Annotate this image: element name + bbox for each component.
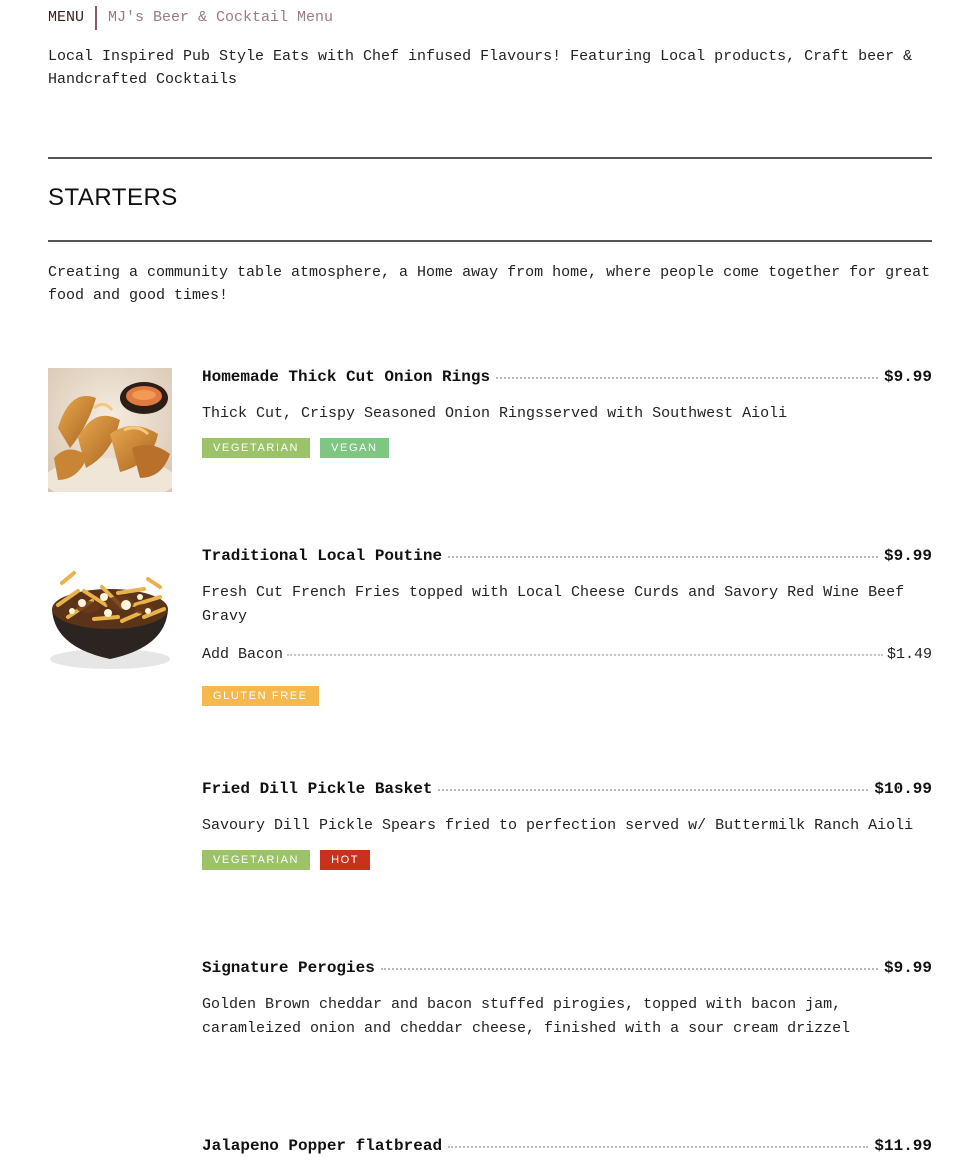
breadcrumb-menu-link[interactable]: MENU [48,9,85,26]
menu-item-description: Golden Brown cheddar and bacon stuffed pirogies, topped with bacon jam, caramleized onion and cheddar cheese, finished with a sour cream drizzel [202,996,851,1037]
menu-item-title-row [202,1137,932,1161]
tag-vegetarian: VEGETARIAN [202,850,310,870]
dotted-leader [287,654,883,656]
menu-item-title-row [202,547,932,571]
dotted-leader [448,556,878,558]
menu-item-price: $9.99 [883,959,932,977]
addon-price: $1.49 [886,646,932,663]
menu-item-price: $11.99 [874,1137,932,1155]
menu-item-price: $10.99 [874,780,932,798]
menu-item-description: Thick Cut, Crispy Seasoned Onion Ringsserved with Southwest Aioli [202,405,788,422]
onion-rings-photo[interactable] [48,368,172,492]
tag-vegetarian: VEGETARIAN [202,438,310,458]
tag-gluten-free: GLUTEN FREE [202,686,319,706]
dotted-leader [438,789,868,791]
menu-item-price: $9.99 [883,547,932,565]
menu-item-title-row [202,959,932,983]
section-bottom-divider [48,240,932,242]
section-top-divider [48,157,932,159]
menu-item-description: Fresh Cut French Fries topped with Local Cheese Curds and Savory Red Wine Beef Gravy [202,584,905,625]
addon-label: Add Bacon [202,646,284,663]
menu-item-description: Savoury Dill Pickle Spears fried to perfection served w/ Buttermilk Ranch Aioli [202,817,914,834]
tag-hot: HOT [320,850,370,870]
dotted-leader [448,1146,868,1148]
tag-vegan: VEGAN [320,438,389,458]
breadcrumb-current: MJ's Beer & Cocktail Menu [108,9,334,26]
menu-item-body [202,547,932,706]
menu-item-addon [202,646,932,663]
dotted-leader [381,968,878,970]
menu-item-title-row [202,368,932,392]
poutine-photo[interactable] [48,547,172,671]
section-title: STARTERS [48,184,178,211]
menu-item-body [202,959,932,1041]
menu-item-name: Signature Perogies [202,959,375,977]
dietary-tags [202,438,932,458]
menu-item-price: $9.99 [883,368,932,386]
dietary-tags [202,686,932,706]
menu-item-title-row [202,780,932,804]
menu-item-body [202,780,932,870]
menu-item-name: Traditional Local Poutine [202,547,443,565]
menu-intro: Local Inspired Pub Style Eats with Chef infused Flavours! Featuring Local products, Craft beer & Handcrafted Cocktails [48,48,913,88]
dotted-leader [496,377,878,379]
menu-item-body [202,368,932,458]
breadcrumb [48,6,333,30]
menu-item-body [202,1137,932,1161]
section-description: Creating a community table atmosphere, a Home away from home, where people come together for great food and good times! [48,264,931,304]
dietary-tags [202,850,932,870]
menu-item-name: Fried Dill Pickle Basket [202,780,433,798]
menu-item-name: Jalapeno Popper flatbread [202,1137,443,1155]
menu-item-name: Homemade Thick Cut Onion Rings [202,368,491,386]
